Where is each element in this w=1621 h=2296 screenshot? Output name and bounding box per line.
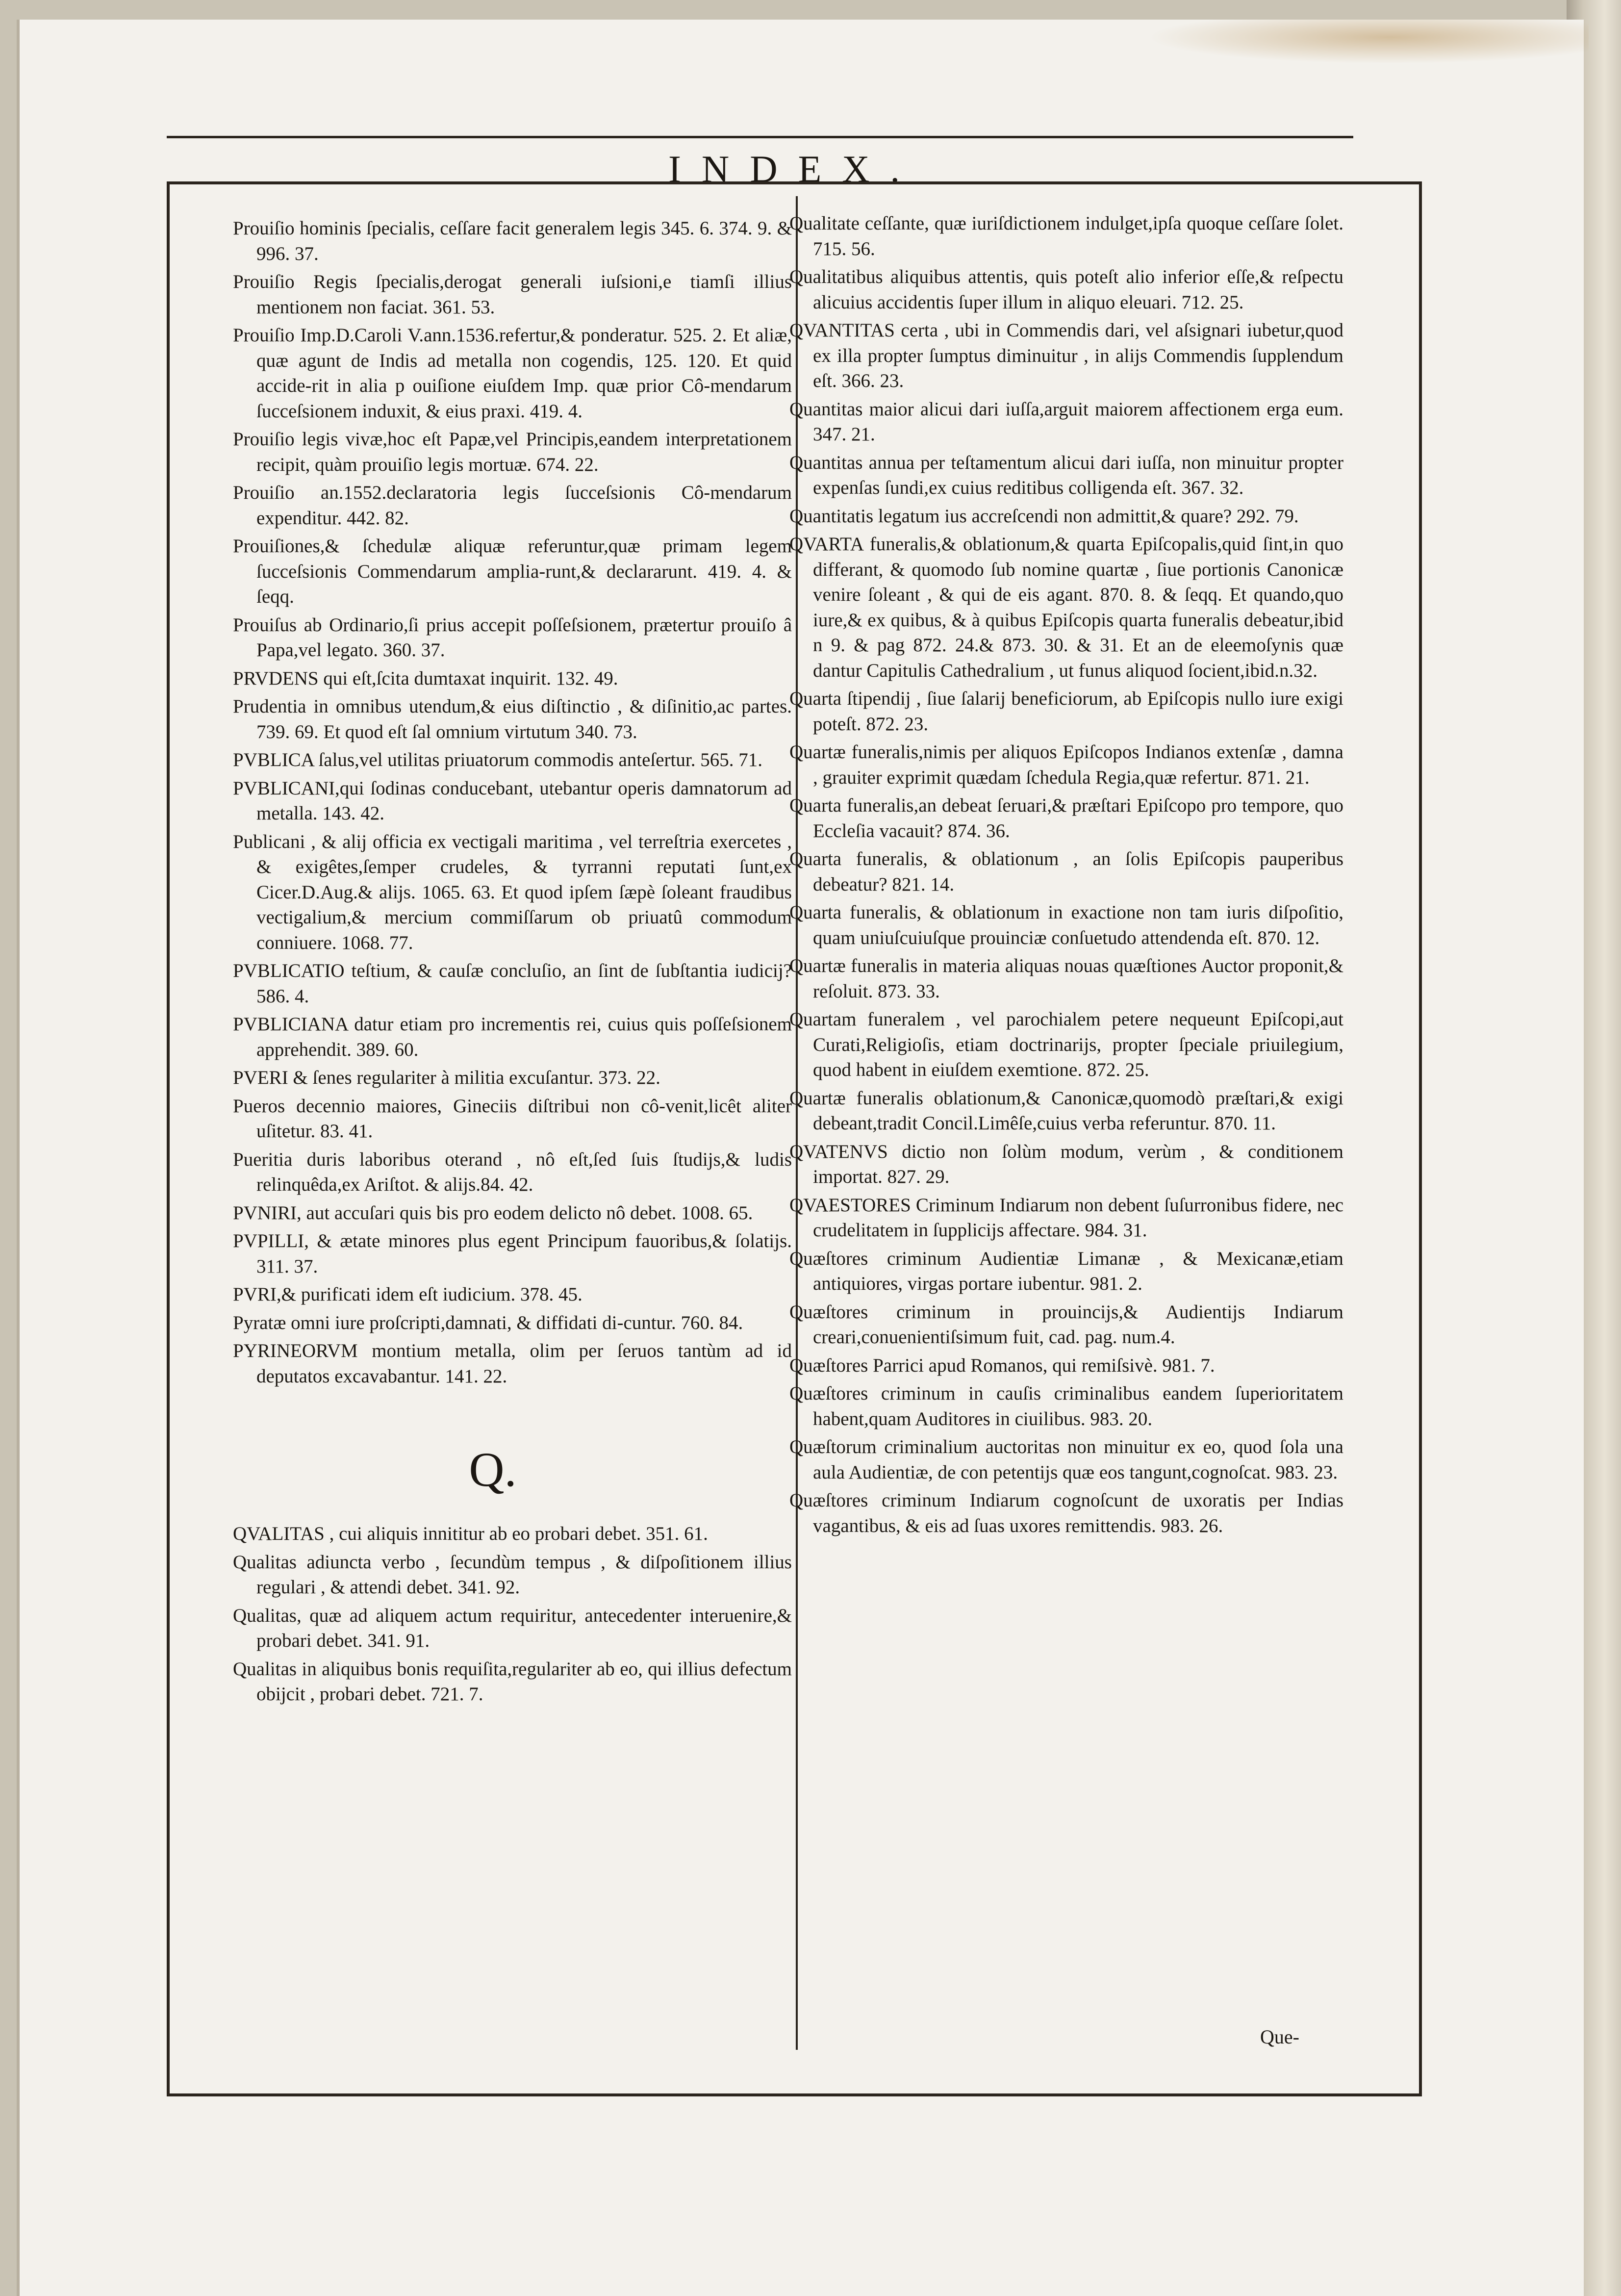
index-entry: Prouiſiones,& ſchedulæ aliquæ referuntur,quæ primam legem ſucceſsionis Commendarum amplia-runt,& declararunt. 419. 4. & ſeqq.: [233, 536, 792, 607]
index-entry: Qualitas in aliquibus bonis requiſita,regulariter ab eo, qui illius defectum obijcit , probari debet. 721. 7.: [233, 1658, 792, 1705]
index-entry: PYRINEORVM montium metalla, olim per ſeruos tantùm ad id deputatos excavabantur. 141. 22.: [233, 1340, 792, 1387]
index-entry: PVRI,& purificati idem eſt iudicium. 378. 45.: [233, 1284, 583, 1305]
index-entry: Qualitas, quæ ad aliquem actum requiritur, antecedenter interuenire,& probari debet. 341. 91.: [233, 1605, 792, 1651]
index-entry: Qualitatibus aliquibus attentis, quis poteſt alio inferior eſſe,& reſpectu alicuius accidentis ſuper illum in aliquo eleuari. 712. 25.: [789, 266, 1343, 313]
page-title: INDEX.: [668, 148, 921, 190]
index-entry: Prouiſio hominis ſpecialis, ceſſare facit generalem legis 345. 6. 374. 9. & 996. 37.: [233, 218, 792, 264]
index-entry: Quæſtores criminum in prouincijs,& Audientijs Indiarum creari,conuenientiſsimum fuit, cad. pag. num.4.: [789, 1301, 1343, 1348]
index-entry: QVATENVS dictio non ſolùm modum, verùm , & conditionem importat. 827. 29.: [789, 1141, 1343, 1187]
index-entry: QVAESTORES Criminum Indiarum non debent ſuſurronibus fidere, nec crudelitatem in ſupplicijs affectare. 984. 31.: [789, 1194, 1343, 1241]
index-entry: Prouiſio an.1552.declaratoria legis ſucceſsionis Cô-mendarum expenditur. 442. 82.: [233, 482, 792, 529]
index-entry: Quarta funeralis, & oblationum in exactione non tam iuris diſpoſitio, quam uniuſcuiuſque prouinciæ conſuetudo attendenda eſt. 870. 12.: [789, 902, 1343, 948]
index-entry: Prouiſio Regis ſpecialis,derogat generali iuſsioni,e tiamſi illius mentionem non faciat. 361. 53.: [233, 271, 792, 318]
index-entry: Quæſtorum criminalium auctoritas non minuitur ex eo, quod ſola una aula Audientiæ, de con petentijs quæ eos tangunt,cognoſcat. 983. 23.: [789, 1436, 1343, 1483]
index-entry: Qualitate ceſſante, quæ iuriſdictionem indulget,ipſa quoque ceſſare ſolet. 715. 56.: [789, 213, 1343, 259]
index-entry: PVPILLI, & ætate minores plus egent Principum fauoribus,& ſolatijs. 311. 37.: [233, 1230, 792, 1277]
left-entries: [233, 216, 792, 1389]
index-entry: PVBLICIANA datur etiam pro incrementis rei, cuius quis poſſeſsionem apprehendit. 389. 60.: [233, 1014, 792, 1060]
index-entry: Quarta ſtipendij , ſiue ſalarij beneficiorum, ab Epiſcopis nullo iure exigi poteſt. 872. 23.: [789, 688, 1343, 735]
index-entry: Prouiſio Imp.D.Caroli V.ann.1536.refertur,& ponderatur. 525. 2. Et aliæ, quæ agunt de Indis ad metalla non cogendis, 125. 120. Et quid accide-rit in alia p ouiſione eiuſdem Imp. quæ prior Cô-mendarum ſucceſsionem induxit, & eius praxi. 419. 4.: [233, 325, 792, 422]
index-entry: Pueros decennio maiores, Gineciis diſtribui non cô-venit,licêt aliter uſitetur. 83. 41.: [233, 1095, 792, 1142]
right-column: [789, 211, 1343, 1541]
index-entry: Quæſtores criminum Indiarum cognoſcunt de uxoratis per Indias vagantibus, & eis ad ſuas uxores remittendis. 983. 26.: [789, 1490, 1343, 1536]
index-entry: Quartæ funeralis in materia aliquas nouas quæſtiones Auctor proponit,& reſoluit. 873. 33.: [789, 955, 1343, 1002]
top-rule: [167, 136, 1353, 138]
catchword: Que-: [1260, 2026, 1299, 2048]
index-entry: Quartam funeralem , vel parochialem petere nequeunt Epiſcopi,aut Curati,Religioſis, etiam doctrinarijs, propter ſpeciale priuilegium, quod habent in eiuſdem exemtione. 872. 25.: [789, 1009, 1343, 1080]
index-entry: Pueritia duris laboribus oterand , nô eſt,ſed ſuis ſtudijs,& ludis relinquêda,ex Ariſtot. & alijs.84. 42.: [233, 1148, 792, 1195]
index-entry: PVERI & ſenes regulariter à militia excuſantur. 373. 22.: [233, 1067, 660, 1088]
right-entries: [789, 211, 1343, 1538]
index-entry: Prouiſus ab Ordinario,ſi prius accepit poſſeſsionem, prætertur prouiſo â Papa,vel legato. 360. 37.: [233, 614, 792, 661]
left-column: [233, 216, 792, 1710]
index-entry: Quarta funeralis,an debeat ſeruari,& præſtari Epiſcopo pro tempore, quo Eccleſia vacauit? 874. 36.: [789, 795, 1343, 842]
index-entry: Quantitas annua per teſtamentum alicui dari iuſſa, non minuitur propter expenſas ſundi,ex cuius reditibus colligenda eſt. 367. 32.: [789, 452, 1343, 498]
index-entry: QVANTITAS certa , ubi in Commendis dari, vel aſsignari iubetur,quod ex illa propter ſumptus diminuitur , in alijs Commendis ſupplendum eſt. 366. 23.: [789, 320, 1343, 391]
index-entry: Quarta funeralis, & oblationum , an ſolis Epiſcopis pauperibus debeatur? 821. 14.: [789, 848, 1343, 895]
index-entry: Quantitas maior alicui dari iuſſa,arguit maiorem affectionem erga eum. 347. 21.: [789, 398, 1343, 445]
index-entry: Quartæ funeralis,nimis per aliquos Epiſcopos Indianos extenſæ , damna , grauiter exprimit quædam ſchedula Regia,quæ refertur. 871. 21.: [789, 741, 1343, 788]
index-entry: Quæſtores Parrici apud Romanos, qui remiſsivè. 981. 7.: [789, 1354, 1215, 1376]
index-entry: QVARTA funeralis,& oblationum,& quarta Epiſcopalis,quid ſint,in quo differant, & quomodo ſub nomine quartæ , ſiue portionis Canonicæ venire ſoleant , & qui de eis agant. 870. 8. & ſeqq. Et quando,quo iure,& ex quibus, & à quibus Epiſcopis quarta funeralis debeatur,ibid n 9. & pag 872. 24.& 873. 30. & 31. Et an de eleemoſynis quæ dantur Capitulis Cathedralium , ut funus aliquod ſocient,ibid.n.32.: [789, 534, 1343, 681]
left-q-entries: [233, 1521, 792, 1707]
index-entry: Qualitas adiuncta verbo , ſecundùm tempus , & diſpoſitionem illius regulari , & attendi debet. 341. 92.: [233, 1551, 792, 1598]
index-entry: QVALITAS , cui aliquis innititur ab eo probari debet. 351. 61.: [233, 1523, 708, 1544]
index-entry: Quæſtores criminum Audientiæ Limanæ , & Mexicanæ,etiam antiquiores, virgas portare iubentur. 981. 2.: [789, 1248, 1343, 1294]
index-entry: Quartæ funeralis oblationum,& Canonicæ,quomodò præſtari,& exigi debeant,tradit Concil.Limêſe,cuius verba referuntur. 870. 11.: [789, 1087, 1343, 1134]
index-entry: Pyratæ omni iure proſcripti,damnati, & diffidati di-cuntur. 760. 84.: [233, 1312, 743, 1333]
index-entry: Prouiſio legis vivæ,hoc eſt Papæ,vel Principis,eandem interpretationem recipit, quàm prouiſio legis mortuæ. 674. 22.: [233, 429, 792, 475]
section-letter: Q.: [469, 1442, 517, 1497]
index-entry: Prudentia in omnibus utendum,& eius diſtinctio , & diſinitio,ac partes. 739. 69. Et quod eſt ſal omnium virtutum 340. 73.: [233, 696, 792, 742]
index-entry: PVBLICANI,qui ſodinas conducebant, utebantur operis damnatorum ad metalla. 143. 42.: [233, 777, 792, 824]
index-entry: Publicani , & alij officia ex vectigali maritima , vel terreſtria exercetes , & exigêtes,ſemper crudeles, & tyrranni reputati ſunt,ex Cicer.D.Aug.& alijs. 1065. 63. Et quod ipſem ſæpè ſoleant fraudibus vectigalium,& mercium commiſſarum ob priuatû commodum conniuere. 1068. 77.: [233, 831, 792, 953]
index-entry: PVBLICATIO teſtium, & cauſæ concluſio, an ſint de ſubſtantia iudicij? 586. 4.: [233, 960, 792, 1007]
paper-stain: [1147, 20, 1589, 64]
index-entry: PVBLICA ſalus,vel utilitas priuatorum commodis anteſertur. 565. 71.: [233, 749, 762, 770]
index-entry: PVNIRI, aut accuſari quis bis pro eodem delicto nô debet. 1008. 65.: [233, 1202, 753, 1224]
index-entry: Quantitatis legatum ius accreſcendi non admittit,& quare? 292. 79.: [789, 505, 1299, 527]
index-entry: Quæſtores criminum in cauſis criminalibus eandem ſuperioritatem habent,quam Auditores in ciuilibus. 983. 20.: [789, 1383, 1343, 1429]
index-entry: PRVDENS qui eſt,ſcita dumtaxat inquirit. 132. 49.: [233, 667, 618, 689]
